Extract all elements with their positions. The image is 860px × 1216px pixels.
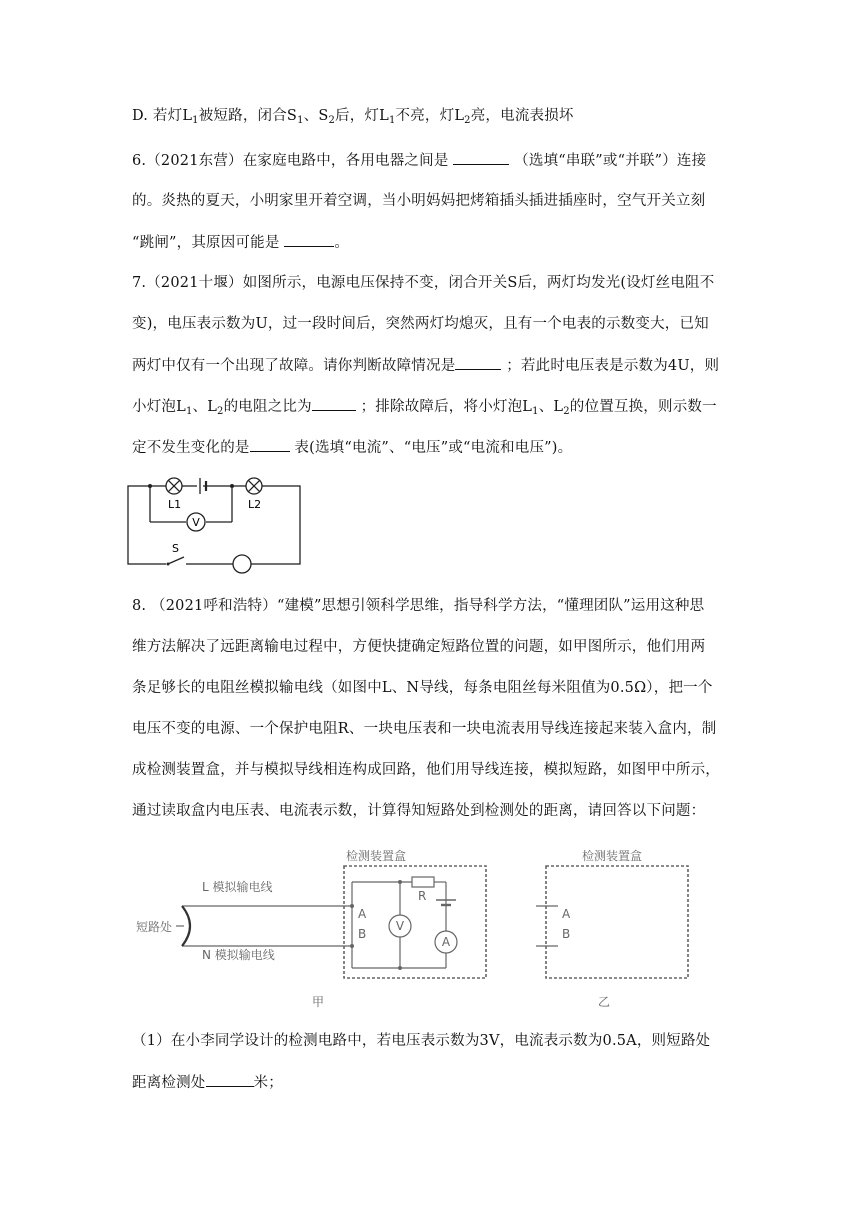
q6-line-2: 的。炎热的夏天，小明家里开着空调，当小明妈妈把烤箱插头插进插座时，空气开关立刻 bbox=[132, 193, 706, 209]
svg-text:检测装置盒: 检测装置盒 bbox=[582, 849, 643, 863]
q7-line-4: 小灯泡$L_1$、$L_2$的电阻之比为 ；排除故障后，将小灯泡$L_1$、$L_2$的位置互换，则示数一 bbox=[132, 396, 717, 422]
q7-circuit-diagram bbox=[126, 472, 306, 576]
svg-text:B: B bbox=[562, 927, 571, 941]
q7-line-1: 7.（2021十堰）如图所示，电源电压保持不变，闭合开关S后，两灯均发光(设灯丝电阻不 bbox=[132, 275, 715, 291]
svg-text:A: A bbox=[562, 907, 571, 921]
q7-line-5: 定不发生变化的是 表(选填“电流”、“电压”或“电流和电压”)。 bbox=[132, 437, 572, 458]
svg-text:R: R bbox=[418, 889, 427, 903]
svg-text:A: A bbox=[358, 907, 367, 921]
lamp-l2-icon bbox=[246, 478, 262, 494]
switch-icon bbox=[166, 557, 186, 566]
svg-text:检测装置盒: 检测装置盒 bbox=[346, 849, 407, 863]
svg-text:L1: L1 bbox=[168, 498, 182, 511]
answer-blank[interactable] bbox=[284, 232, 334, 247]
svg-text:L 模拟输电线: L 模拟输电线 bbox=[202, 880, 273, 894]
q6-line-3: “跳闸”，其原因可能是 。 bbox=[132, 232, 349, 253]
svg-text:乙: 乙 bbox=[598, 995, 611, 1009]
q7-line-3: 两灯中仅有一个出现了故障。请你判断故障情况是 ；若此时电压表是示数为4U，则 bbox=[132, 355, 719, 376]
svg-text:V: V bbox=[395, 919, 405, 933]
svg-text:甲: 甲 bbox=[312, 995, 325, 1009]
q8-line-3: 条足够长的电阻丝模拟输电线（如图中L、N导线，每条电阻丝每米阻值为0.5Ω），把一个 bbox=[132, 680, 713, 696]
svg-text:N 模拟输电线: N 模拟输电线 bbox=[202, 948, 275, 962]
q7-line-2: 变)，电压表示数为U，过一段时间后，突然两灯均熄灭，且有一个电表的示数变大，已知 bbox=[132, 316, 709, 332]
svg-text:L2: L2 bbox=[248, 498, 262, 511]
answer-blank[interactable] bbox=[455, 355, 501, 370]
svg-text:A: A bbox=[441, 935, 451, 949]
lamp-l1-icon bbox=[166, 478, 182, 494]
answer-blank[interactable] bbox=[453, 150, 509, 165]
q8-line-2: 维方法解决了远距离输电过程中，方便快捷确定短路位置的问题，如甲图所示，他们用两 bbox=[132, 639, 706, 655]
q8-line-1: 8. （2021呼和浩特）“建模”思想引领科学思维，指导科学方法，“懂理团队”运用这种思 bbox=[132, 598, 705, 614]
q8-line-6: 通过读取盒内电压表、电流表示数，计算得知短路处到检测处的距离，请回答以下问题： bbox=[132, 803, 706, 819]
q8-line-4: 电压不变的电源、一个保护电阻R、一块电压表和一块电流表用导线连接起来装入盒内，制 bbox=[132, 721, 717, 737]
q6-line-1: 6.（2021东营）在家庭电路中，各用电器之间是 （选填“串联”或“并联”）连接 bbox=[132, 150, 706, 171]
figure-jia-diagram bbox=[132, 842, 492, 1012]
answer-blank[interactable] bbox=[206, 1072, 254, 1087]
figure-yi-diagram bbox=[536, 842, 696, 1012]
answer-blank[interactable] bbox=[250, 437, 290, 452]
svg-text:V: V bbox=[192, 516, 200, 529]
resistor-icon bbox=[412, 877, 434, 887]
option-d: D. 若灯$L_1$被短路，闭合$S_1$、$S_2$后，灯$L_1$不亮，灯$L_2$亮，电流表损坏 bbox=[132, 108, 574, 126]
svg-text:S: S bbox=[172, 542, 179, 555]
q8-line-5: 成检测装置盒，并与模拟导线相连构成回路，他们用导线连接，模拟短路，如图甲中所示， bbox=[132, 762, 720, 778]
answer-blank[interactable] bbox=[312, 396, 356, 411]
q8-sub1-line-2: 距离检测处 米； bbox=[132, 1072, 283, 1093]
q8-sub1-line-1: （1）在小李同学设计的检测电路中，若电压表示数为3V，电流表示数为0.5A，则短路处 bbox=[132, 1033, 711, 1049]
ammeter-icon bbox=[233, 555, 251, 573]
svg-text:短路处: 短路处 bbox=[136, 920, 173, 934]
svg-text:B: B bbox=[358, 927, 367, 941]
